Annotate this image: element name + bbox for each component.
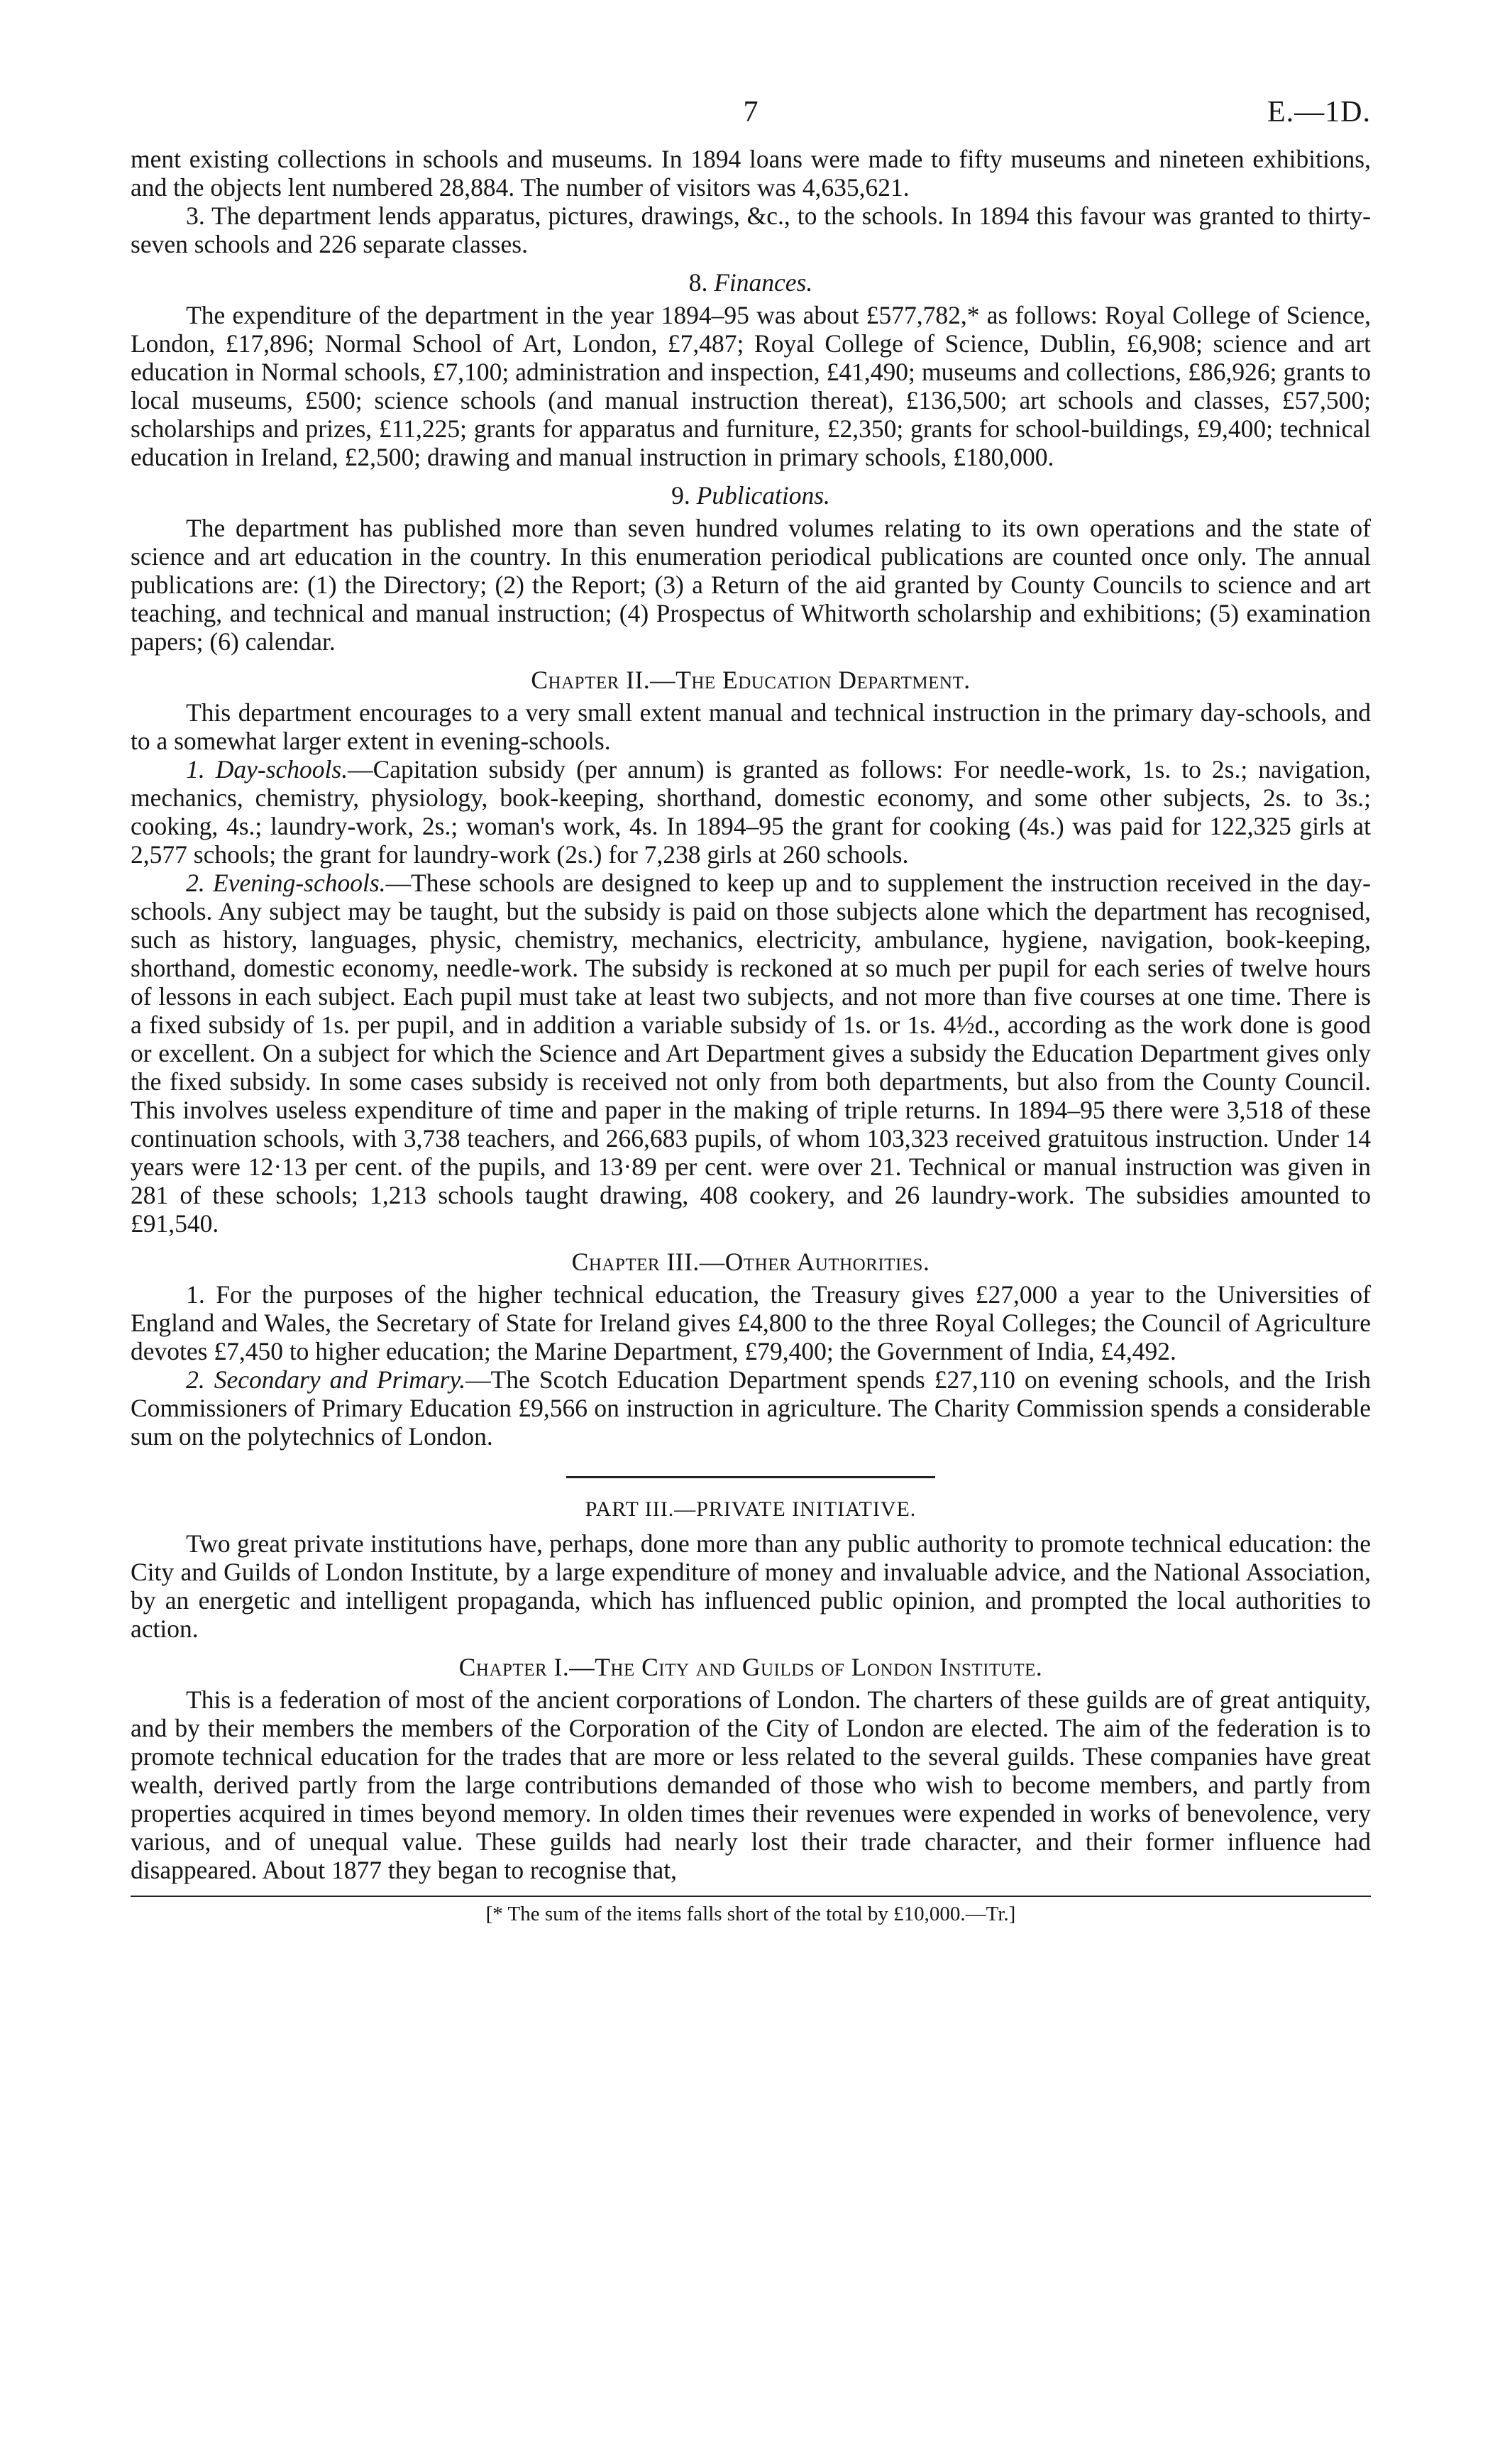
section-heading-finances (131, 268, 1371, 297)
footnote: [* The sum of the items falls short of the total by £10,000.—Tr.] (485, 1903, 1016, 1925)
paragraph-day-schools (131, 755, 1371, 869)
paragraph-expenditure: The expenditure of the department in the year 1894–95 was about £577,782,* as follows: Royal College of Science, London, £17,896; Normal School of Art, London, £7,487; Royal College of Science, Dublin, £6,908; science and art education in Normal schools, £7,100; administration and inspection, £41,490; museums and collections, £86,926; grants to local museums, £500; science schools (and manual instruction thereat), £136,500; art schools and classes, £57,500; scholarships and prizes, £11,225; grants for apparatus and furniture, £2,350; grants for school-buildings, £9,400; technical education in Ireland, £2,500; drawing and manual instruction in primary schools, £180,000. (131, 301, 1371, 471)
paragraph-apparatus-loans: 3. The department lends apparatus, pictures, drawings, &c., to the schools. In 1894 this favour was granted to thirty-seven schools and 226 separate classes. (131, 202, 1371, 258)
paragraph-secondary-primary (131, 1365, 1371, 1451)
section-number: 9. (671, 481, 690, 510)
paragraph-department-intro: This department encourages to a very small extent manual and technical instruction in the primary day-schools, and to a somewhat larger extent in evening-schools. (131, 698, 1371, 755)
paragraph-publications: The department has published more than seven hundred volumes relating to its own operations and the state of science and art education in the country. In this enumeration periodical publications are counted once only. The annual publications are: (1) the Directory; (2) the Report; (3) a Return of the aid granted by County Councils to science and art teaching, and technical and manual instruction; (4) Prospectus of Whitworth scholarship and exhibitions; (5) examination papers; (6) calendar. (131, 514, 1371, 656)
subsection-text: —The Scotch Education Department spends £27,110 on evening schools, and the Irish Commissioners of Primary Education £9,566 on instruction in agriculture. The Charity Commission spends a considerable sum on the polytechnics of London. (131, 1365, 1371, 1451)
chapter-heading-other-authorities: Chapter III.—Other Authorities. (571, 1248, 930, 1276)
paragraph-federation: This is a federation of most of the ancient corporations of London. The charters of these guilds are of great antiquity, and by their members the members of the Corporation of the City of London are elected. The aim of the federation is to promote technical education for the trades that are more or less related to the several guilds. These companies have great wealth, derived partly from the large contributions demanded of those who wish to become members, and partly from properties acquired in times beyond memory. In olden times their revenues were expended in works of benevolence, very various, and of unequal value. These guilds had nearly lost their trade character, and their former influence had disappeared. About 1877 they began to recognise that, (131, 1685, 1371, 1884)
section-divider (566, 1476, 935, 1478)
chapter-heading-education-department: Chapter II.—The Education Department. (531, 666, 971, 694)
footnote-divider (131, 1896, 1371, 1897)
section-heading-publications (131, 481, 1371, 510)
paragraph-higher-education-grants: 1. For the purposes of the higher technical education, the Treasury gives £27,000 a year to the Universities of England and Wales, the Secretary of State for Ireland gives £4,800 to the three Royal Colleges; the Council of Agriculture devotes £7,450 to higher education; the Marine Department, £79,400; the Government of India, £4,492. (131, 1280, 1371, 1365)
paragraph-private-institutions: Two great private institutions have, perhaps, done more than any public authority to promote technical education: the City and Guilds of London Institute, by a large expenditure of money and invaluable advice, and the National Association, by an energetic and intelligent propaganda, which has influenced public opinion, and prompted the local authorities to action. (131, 1529, 1371, 1643)
chapter-heading-city-guilds: Chapter I.—The City and Guilds of London Institute. (458, 1653, 1043, 1681)
subsection-label: 2. Secondary and Primary. (186, 1365, 466, 1394)
section-number: 8. (688, 268, 708, 297)
document-page (131, 98, 1371, 1927)
part-heading-private-initiative: PART III.—PRIVATE INITIATIVE. (585, 1497, 917, 1521)
section-title: Publications. (696, 481, 830, 510)
subsection-label: 2. Evening-schools. (186, 869, 386, 897)
paragraph-evening-schools (131, 869, 1371, 1238)
section-title: Finances. (714, 268, 813, 297)
subsection-label: 1. Day-schools. (186, 755, 348, 783)
subsection-text: —These schools are designed to keep up and to supplement the instruction received in the day-schools. Any subject may be taught, but the subsidy is paid on those subjects alone which the department has recognised, such as history, languages, physic, chemistry, mechanics, electricity, ambulance, hygiene, navigation, book-keeping, shorthand, domestic economy, needle-work. The subsidy is reckoned at so much per pupil for each series of twelve hours of lessons in each subject. Each pupil must take at least two subjects, and not more than five courses at one time. There is a fixed subsidy of 1s. per pupil, and in addition a variable subsidy of 1s. or 1s. 4½d., according as the work done is good or excellent. On a subject for which the Science and Art Department gives a subsidy the Education Department gives only the fixed subsidy. In some cases subsidy is received not only from both departments, but also from the County Council. This involves useless expenditure of time and paper in the making of triple returns. In 1894–95 there were 3,518 of these continuation schools, with 3,738 teachers, and 266,683 pupils, of whom 103,323 received gratuitous instruction. Under 14 years were 12·13 per cent. of the pupils, and 13·89 per cent. were over 21. Technical or manual instruction was given in 281 of these schools; 1,213 schools taught drawing, 408 cookery, and 26 laundry-work. The subsidies amounted to £91,540. (131, 869, 1371, 1238)
page-number: 7 (743, 96, 759, 128)
subsection-text: —Capitation subsidy (per annum) is granted as follows: For needle-work, 1s. to 2s.; navigation, mechanics, chemistry, physiology, book-keeping, shorthand, domestic economy, and some other subjects, 2s. to 3s.; cooking, 4s.; laundry-work, 2s.; woman's work, 4s. In 1894–95 the grant for cooking (4s.) was paid for 122,325 girls at 2,577 schools; the grant for laundry-work (2s.) for 7,238 girls at 260 schools. (131, 755, 1371, 869)
page-header (131, 98, 1371, 139)
document-code: E.—1D. (1267, 96, 1371, 128)
paragraph-museums-continued: ment existing collections in schools and museums. In 1894 loans were made to fifty museums and nineteen exhibitions, and the objects lent numbered 28,884. The number of visitors was 4,635,621. (131, 145, 1371, 202)
